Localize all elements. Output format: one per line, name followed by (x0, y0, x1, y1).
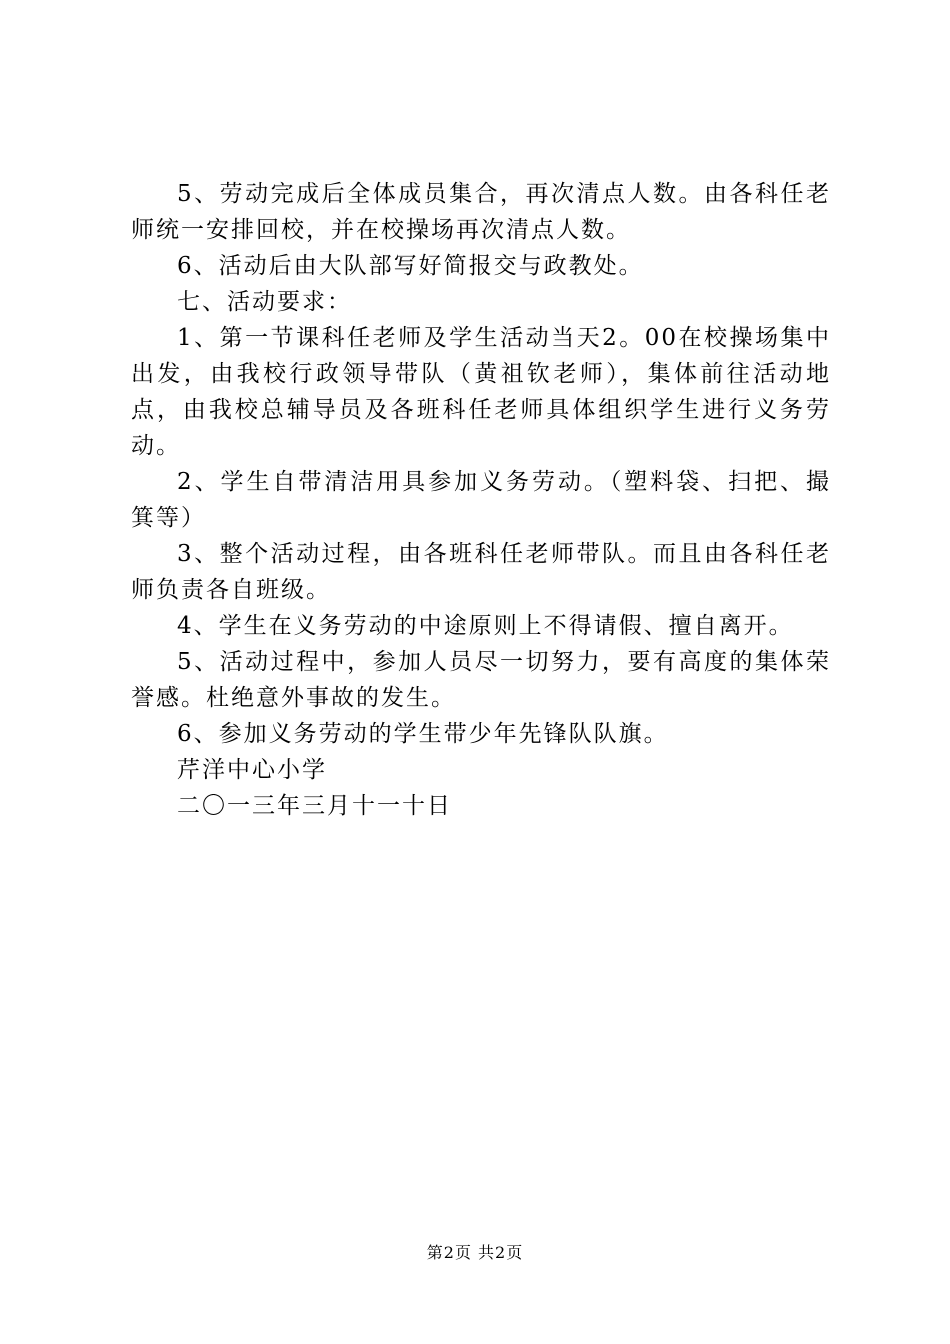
paragraph-requirement-6: 6、参加义务劳动的学生带少年先锋队队旗。 (177, 721, 669, 747)
paragraph-requirement-4: 4、学生在义务劳动的中途原则上不得请假、擅自离开。 (177, 613, 794, 639)
paragraph-report: 6、活动后由大队部写好简报交与政教处。 (177, 253, 644, 279)
section-heading-requirements: 七、活动要求： (177, 289, 352, 315)
paragraph-requirement-3: 3、整个活动过程，由各班科任老师带队。而且由各科任老师负责各自班级。 (131, 541, 831, 603)
document-body (131, 176, 831, 824)
paragraph-requirement-1: 1、第一节课科任老师及学生活动当天2。00在校操场集中出发，由我校行政领导带队（黄祖钦老师），集体前往活动地点，由我校总辅导员及各班科任老师具体组织学生进行义务劳动。 (131, 325, 831, 459)
signature-school-name: 芹洋中心小学 (177, 757, 327, 783)
page-footer: 第2页 共2页 (426, 1243, 524, 1262)
signature-date: 二〇一三年三月十一十日 (177, 793, 452, 819)
paragraph-requirement-2: 2、学生自带清洁用具参加义务劳动。（塑料袋、扫把、撮箕等） (131, 469, 831, 531)
paragraph-return-to-school: 5、劳动完成后全体成员集合，再次清点人数。由各科任老师统一安排回校，并在校操场再次清点人数。 (131, 181, 831, 243)
paragraph-requirement-5: 5、活动过程中，参加人员尽一切努力，要有高度的集体荣誉感。杜绝意外事故的发生。 (131, 649, 831, 711)
